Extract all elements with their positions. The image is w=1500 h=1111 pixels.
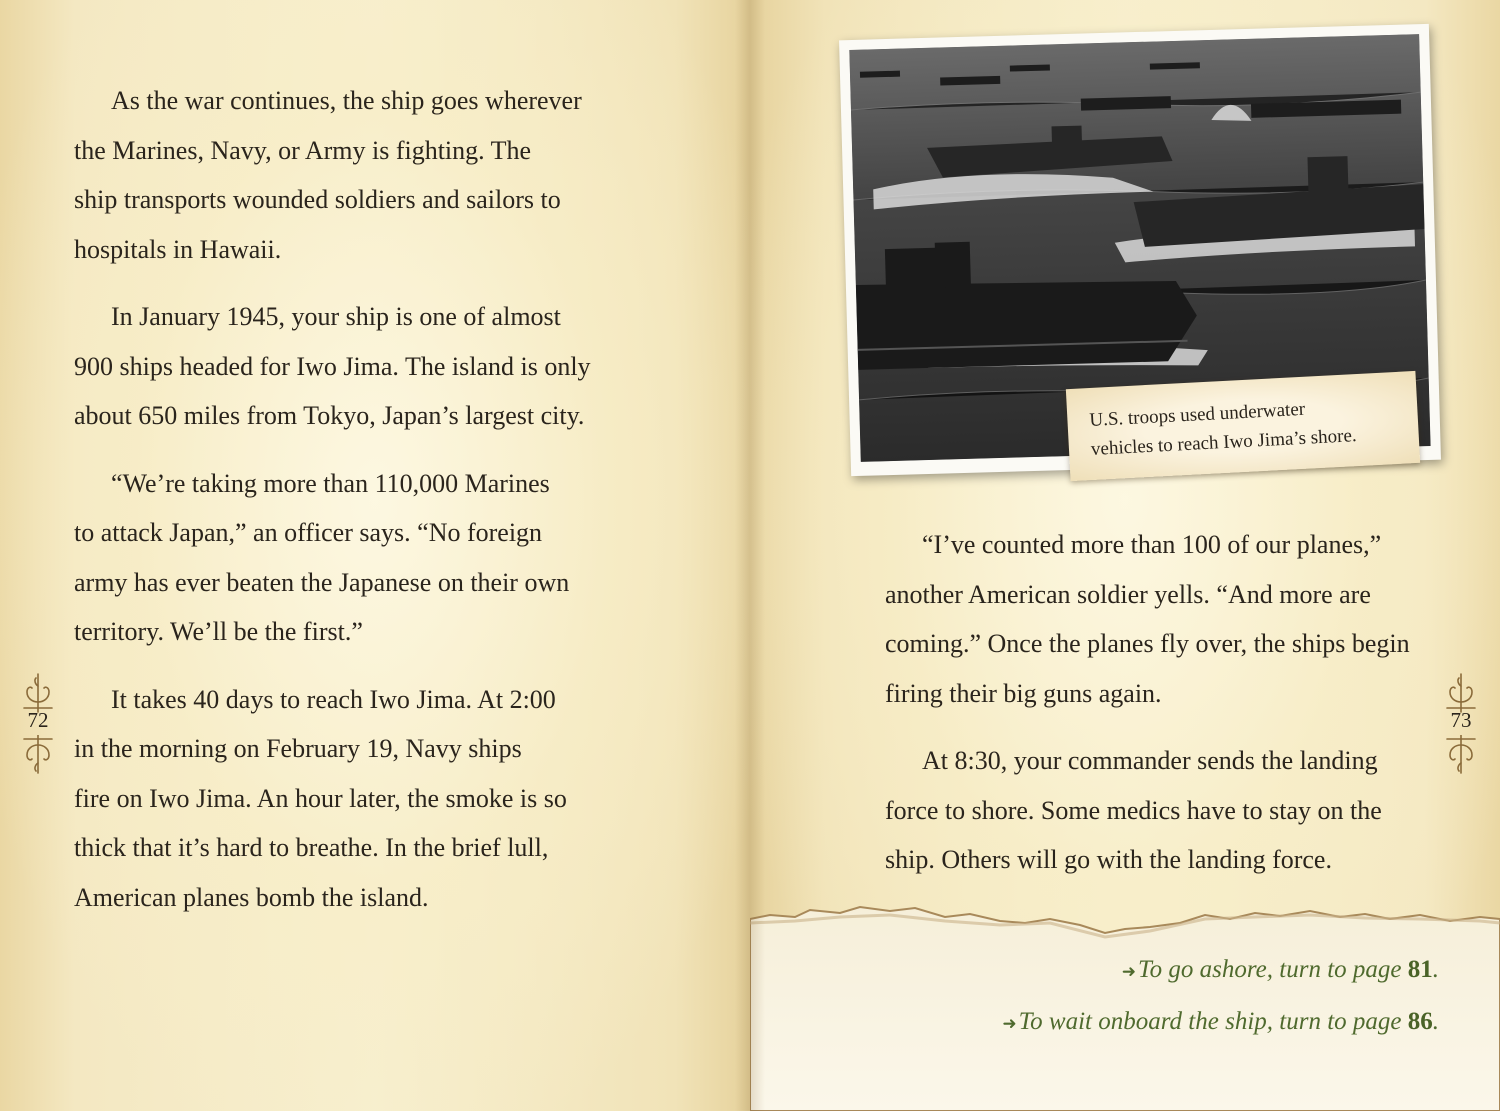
text-line: “We’re taking more than 110,000 Marines: [111, 468, 550, 498]
text-line: force to shore. Some medics have to stay on the: [885, 795, 1382, 825]
text-line: thick that it’s hard to breathe. In the brief lull,: [74, 833, 549, 862]
caption-line: vehicles to reach Iwo Jima’s shore.: [1090, 425, 1358, 460]
text-line: about 650 miles from Tokyo, Japan’s largest city.: [74, 401, 585, 430]
right-page: [750, 0, 1500, 1111]
text-line: another American soldier yells. “And more are: [885, 579, 1371, 609]
paragraph: [74, 675, 634, 923]
text-line: to attack Japan,” an officer says. “No foreign: [74, 518, 543, 547]
choice-period: .: [1432, 1008, 1439, 1035]
right-page-text: [885, 520, 1445, 885]
choice-text: To go ashore, turn to page: [1138, 956, 1402, 983]
text-line: American planes bomb the island.: [74, 882, 429, 912]
paragraph: [74, 76, 634, 274]
text-line: army has ever beaten the Japanese on their own: [74, 567, 570, 597]
paragraph: [885, 520, 1445, 718]
page-number: 73: [1450, 708, 1472, 732]
ornament-bottom-icon: [1441, 735, 1481, 777]
text-line: 900 ships headed for Iwo Jima. The island is only: [74, 351, 591, 381]
choice-wait-onboard[interactable]: [1002, 1008, 1439, 1036]
paragraph: [885, 736, 1445, 885]
text-line: In January 1945, your ship is one of almost: [111, 302, 561, 331]
text-line: ship. Others will go with the landing force.: [885, 845, 1332, 874]
photo-caption: [1066, 371, 1420, 481]
paragraph: [74, 292, 634, 441]
choice-period: .: [1432, 956, 1439, 983]
text-line: “I’ve counted more than 100 of our planes,”: [922, 530, 1382, 559]
text-line: At 8:30, your commander sends the landing: [922, 746, 1378, 775]
text-line: territory. We’ll be the first.”: [74, 617, 363, 646]
ornament-bottom-icon: [18, 735, 58, 777]
text-line: As the war continues, the ship goes wherever: [111, 86, 582, 115]
book-gutter: [735, 0, 765, 1111]
choice-page-number[interactable]: 81: [1407, 956, 1433, 983]
page-number: 72: [27, 708, 49, 732]
text-line: hospitals in Hawaii.: [74, 234, 282, 264]
text-line: the Marines, Navy, or Army is fighting. The: [74, 135, 532, 165]
choice-page-number[interactable]: 86: [1407, 1008, 1433, 1035]
paragraph: [74, 459, 634, 657]
text-line: ship transports wounded soldiers and sailors to: [74, 185, 561, 214]
choice-go-ashore[interactable]: [1122, 956, 1439, 984]
arrow-icon: ➜: [1121, 962, 1137, 981]
arrow-icon: ➜: [1002, 1014, 1017, 1033]
caption-line: U.S. troops used underwater: [1088, 398, 1306, 432]
text-line: firing their big guns again.: [885, 678, 1162, 708]
text-line: fire on Iwo Jima. An hour later, the smoke is so: [74, 783, 567, 813]
left-page-text: [74, 76, 634, 922]
choice-text: To wait onboard the ship, turn to page: [1018, 1008, 1402, 1035]
text-line: in the morning on February 19, Navy ships: [74, 734, 522, 763]
text-line: It takes 40 days to reach Iwo Jima. At 2:00: [111, 684, 556, 714]
text-line: coming.” Once the planes fly over, the ships begin: [885, 629, 1410, 658]
